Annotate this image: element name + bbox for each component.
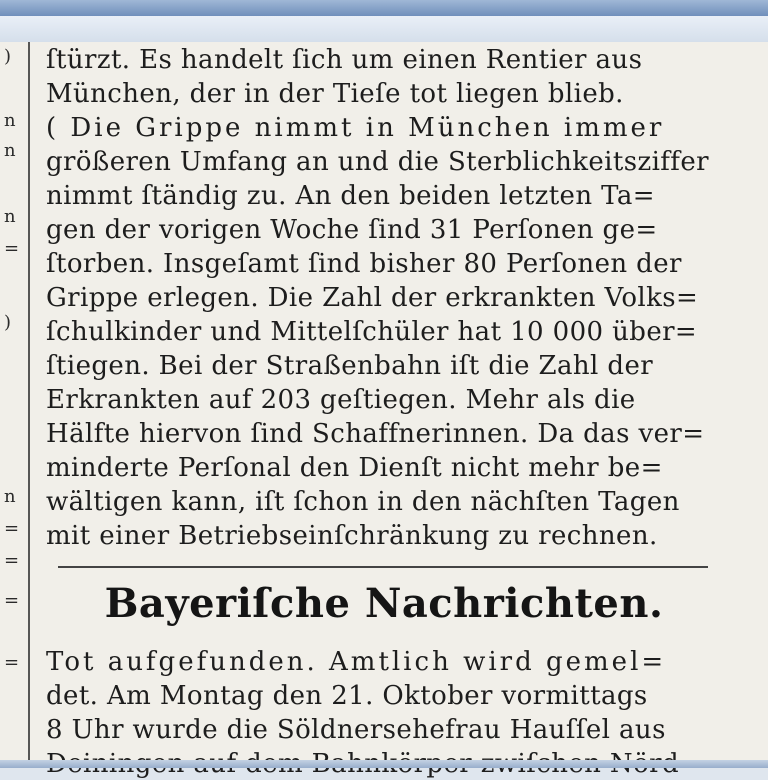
- text-line: mit einer Betriebseinſchränkung zu rechnen.: [46, 521, 658, 551]
- text-line: ſtorben. Insgeſamt ſind bisher 80 Perſonen der: [46, 249, 682, 279]
- margin-fragment: ): [4, 46, 12, 67]
- margin-fragment: =: [4, 550, 20, 571]
- text-line: größeren Umfang an und die Sterblichkeitsziffer: [46, 147, 709, 177]
- text-line: 8 Uhr wurde die Söldnersehefrau Hauſſel aus: [46, 715, 666, 745]
- margin-fragment: ): [4, 312, 12, 333]
- margin-fragment: n: [4, 140, 16, 161]
- text-line: Tot aufgefunden. Amtlich wird gemel=: [46, 647, 667, 677]
- text-line: Erkrankten auf 203 geſtiegen. Mehr als die: [46, 385, 636, 415]
- text-line: gen der vorigen Woche ſind 31 Perſonen ge=: [46, 215, 658, 245]
- text-line: ſtiegen. Bei der Straßenbahn iſt die Zahl der: [46, 351, 654, 381]
- margin-fragment: =: [4, 518, 20, 539]
- margin-fragment: =: [4, 238, 20, 259]
- text-line: det. Am Montag den 21. Oktober vormittags: [46, 681, 648, 711]
- margin-fragment: n: [4, 206, 16, 227]
- section-headline: Bayeriſche Nachrichten.: [104, 580, 664, 627]
- viewer-title-bar: [0, 0, 768, 16]
- text-line: minderte Perſonal den Dienſt nicht mehr be=: [46, 453, 663, 483]
- column-rule: [28, 42, 30, 762]
- left-column-edge: [0, 42, 24, 762]
- viewer-toolbar: [0, 16, 768, 43]
- text-line: Grippe erlegen. Die Zahl der erkrankten Volks=: [46, 283, 699, 313]
- text-line: Hälfte hiervon ſind Schaffnerinnen. Da das ver=: [46, 419, 705, 449]
- text-line: ( Die Grippe nimmt in München immer: [46, 113, 665, 143]
- margin-fragment: n: [4, 110, 16, 131]
- text-line: ſtürzt. Es handelt ſich um einen Rentier aus: [46, 45, 643, 75]
- newspaper-page: [0, 42, 768, 762]
- margin-fragment: =: [4, 652, 20, 673]
- text-line: nimmt ſtändig zu. An den beiden letzten Ta=: [46, 181, 655, 211]
- text-line: ſchulkinder und Mittelſchüler hat 10 000 über=: [46, 317, 698, 347]
- section-divider: [58, 566, 708, 568]
- margin-fragment: =: [4, 590, 20, 611]
- margin-fragment: n: [4, 486, 16, 507]
- viewer-bottom-bar: [0, 760, 768, 768]
- text-line: wältigen kann, iſt ſchon in den nächſten Tagen: [46, 487, 680, 517]
- text-line: München, der in der Tieſe tot liegen blieb.: [46, 79, 624, 109]
